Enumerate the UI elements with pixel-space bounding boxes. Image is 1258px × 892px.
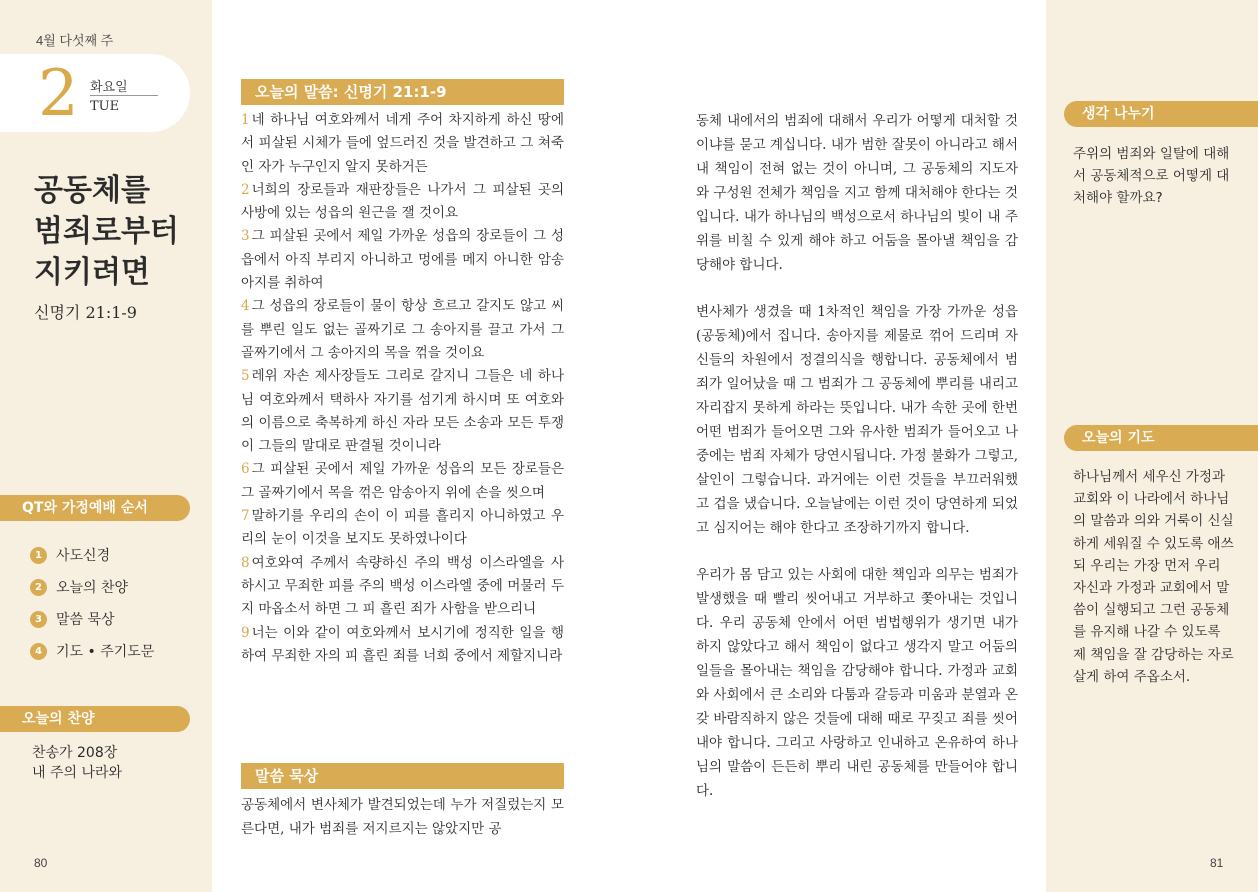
verse-text: 여호와여 주께서 속량하신 주의 백성 이스라엘을 사하시고 무죄한 피를 주의 백성 이스라엘 중에 머물러 두지 마옵소서 하면 그 피 흘린 죄가 사함을 받으리니	[241, 554, 564, 618]
order-item	[30, 539, 154, 571]
meditation-header: 말씀 묵상	[241, 763, 564, 789]
meditation-paragraph: 동체 내에서의 범죄에 대해서 우리가 어떻게 대처할 것이냐를 묻고 계십니다. 내가 범한 잘못이 아니라고 해서 내 책임이 전혀 없는 것이 아니며, 그 공동체의 지도자와 구성원 전체가 책임을 지고 함께 대처해야 한다는 것입니다. 내가 하나님의 백성으로서 하나님의 빛이 내 주위를 비칠 수 있게 해야 하고 어둠을 몰아낼 책임을 감당해야 합니다.	[696, 113, 1018, 273]
verse-number: 6	[241, 461, 250, 478]
verse-number: 1	[241, 112, 250, 128]
order-item-label: 사도신경	[56, 548, 111, 564]
page-title: 공동체를 범죄로부터 지키려면	[34, 173, 179, 290]
verse-number: 7	[241, 508, 250, 525]
order-item-label: 오늘의 찬양	[56, 580, 129, 596]
verse-number: 4	[241, 298, 250, 315]
hymn-number: 찬송가 208장	[32, 745, 118, 761]
hymn-info	[32, 743, 122, 783]
share-section-header: 생각 나누기	[1064, 101, 1258, 127]
passage-verses	[241, 109, 564, 668]
order-section-header: QT와 가정예배 순서	[0, 495, 190, 521]
prayer-section-header: 오늘의 기도	[1064, 425, 1258, 451]
order-item-label: 말씀 묵상	[56, 612, 115, 628]
order-number-badge: 4	[30, 643, 47, 660]
meditation-paragraph: 우리가 몸 담고 있는 사회에 대한 책임과 의무는 범죄가 발생했을 때 빨리 씻어내고 거부하고 쫓아내는 것입니다. 우리 공동체 안에서 어떤 범법행위가 생기면 내가 하지 않았다고 해서 책임이 없다고 생각지 말고 어둠의 일들을 몰아내는 책임을 감당해야 합니다. 가정과 교회와 사회에서 큰 소리와 다툼과 갈등과 미움과 분열과 온갖 바람직하지 않은 것들에 대해 때로 꾸짖고 죄를 씻어내야 합니다. 그리고 사랑하고 인내하고 온유하여 하나님의 말씀이 든든히 뿌리 내린 공동체를 만들어야 합니다.	[696, 567, 1018, 799]
passage-header: 오늘의 말씀: 신명기 21:1-9	[241, 79, 564, 105]
verse-text: 레위 자손 제사장들도 그리로 갈지니 그들은 네 하나님 여호와께서 택하사 자기를 섬기게 하시며 또 여호와의 이름으로 축복하게 하신 자라 모든 소송과 모든 투쟁이 그들의 말대로 판결될 것이니라	[241, 368, 564, 455]
prayer-text: 하나님께서 세우신 가정과 교회와 이 나라에서 하나님의 말씀과 의와 거룩이 신실하게 세워질 수 있도록 애쓰되 우리는 가장 먼저 우리 자신과 가정과 교회에서 말씀이 실행되고 그런 공동체를 유지해 나갈 수 있도록 제 책임을 잘 감당하는 자로 살게 하여 주옵소서.	[1073, 469, 1234, 685]
order-item-label: 기도 • 주기도문	[56, 644, 155, 660]
order-list	[30, 539, 154, 667]
verse-number: 5	[241, 368, 250, 385]
verse-text: 너는 이와 같이 여호와께서 보시기에 정직한 일을 행하여 무죄한 자의 피 흘린 죄를 너희 중에서 제할지니라	[241, 624, 564, 664]
verse-text: 네 하나님 여호와께서 네게 주어 차지하게 하신 땅에서 피살된 시체가 들에 엎드러진 것을 발견하고 그 쳐죽인 자가 누구인지 알지 못하거든	[241, 112, 564, 175]
order-number-badge: 3	[30, 611, 47, 628]
week-label: 4월 다섯째 주	[36, 33, 114, 48]
verse-text: 너희의 장로들과 재판장들은 나가서 그 피살된 곳의 사방에 있는 성읍의 원근을 잴 것이요	[241, 181, 564, 222]
verse-number: 2	[241, 181, 250, 198]
page-number-right: 81	[1210, 856, 1224, 870]
order-item	[30, 571, 154, 603]
order-number-badge: 1	[30, 547, 47, 564]
verse-number: 3	[241, 228, 250, 245]
verse-text: 그 피살된 곳에서 제일 가까운 성읍의 장로들이 그 성읍에서 아직 부리지 아니하고 멍에를 메지 아니한 암송아지를 취하여	[241, 228, 564, 292]
page-number-left: 80	[34, 856, 48, 870]
verse-number: 8	[241, 554, 250, 571]
scripture-reference: 신명기 21:1-9	[34, 303, 137, 322]
meditation-intro: 공동체에서 변사체가 발견되었는데 누가 저질렀는지 모른다면, 내가 범죄를 저지르지는 않았지만 공	[241, 797, 564, 837]
weekday-english: TUE	[90, 99, 120, 114]
verse-text: 그 성읍의 장로들이 물이 항상 흐르고 갈지도 않고 씨를 뿌린 일도 없는 골짜기로 그 송아지를 끌고 가서 그 골짜기에서 그 송아지의 목을 꺾을 것이요	[241, 298, 564, 361]
order-item	[30, 635, 154, 667]
verse-number: 9	[241, 624, 250, 641]
weekday-korean: 화요일	[90, 79, 128, 94]
order-item	[30, 603, 154, 635]
meditation-paragraph: 변사체가 생겼을 때 1차적인 책임을 가장 가까운 성읍(공동체)에서 집니다. 송아지를 제물로 꺾어 드리며 자신들의 차원에서 정결의식을 행합니다. 공동체에서 범죄가 일어났을 때 그 범죄가 그 공동체에 뿌리를 내리고 자리잡지 못하게 하라는 뜻입니다. 내가 속한 곳에 한번 어떤 범죄가 들어오면 그와 유사한 범죄가 들어오고 나중에는 범죄 자체가 당연시됩니다. 가정 불화가 그렇고, 살인이 그렇습니다. 과거에는 이런 것들을 부끄러워했고 겁을 냈습니다. 오늘날에는 이런 것이 당연하게 되었고 심지어는 해야 한다고 조장하기까지 합니다.	[696, 304, 1018, 536]
verse-text: 그 피살된 곳에서 제일 가까운 성읍의 모든 장로들은 그 골짜기에서 목을 꺾은 암송아지 위에 손을 씻으며	[241, 461, 564, 501]
share-question: 주위의 범죄와 일탈에 대해서 공동체적으로 어떻게 대처해야 할까요?	[1073, 146, 1230, 207]
hymn-name: 내 주의 나라와	[32, 765, 123, 781]
hymn-section-header: 오늘의 찬양	[0, 706, 190, 732]
day-number: 2	[38, 57, 79, 131]
meditation-body	[696, 109, 1018, 826]
verse-text: 말하기를 우리의 손이 이 피를 흘리지 아니하였고 우리의 눈이 이것을 보지도 못하였나이다	[241, 508, 564, 548]
date-divider	[90, 95, 158, 96]
order-number-badge: 2	[30, 579, 47, 596]
